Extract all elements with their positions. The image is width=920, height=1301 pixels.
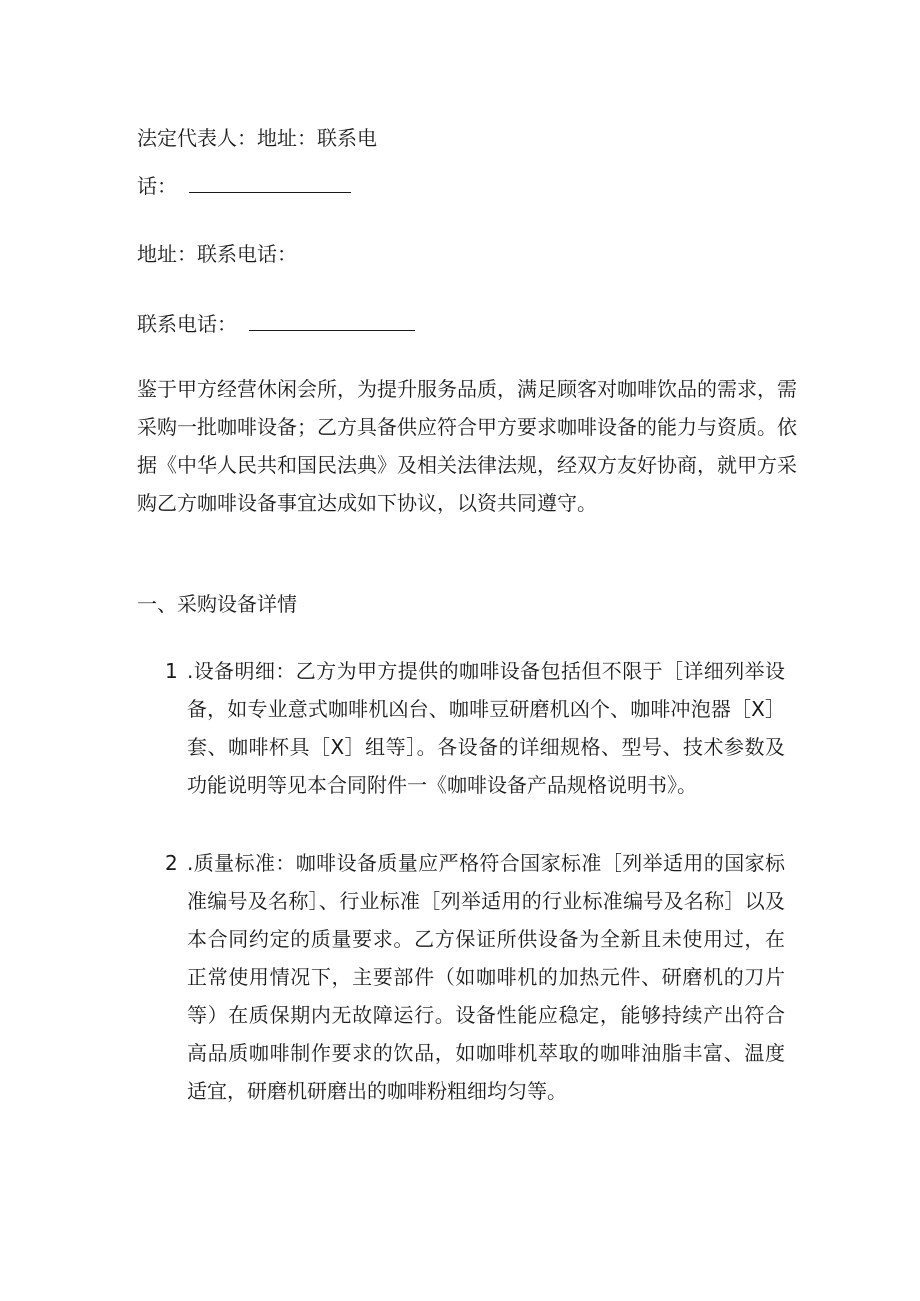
- contact-line-1: 法定代表人：地址：联系电: [137, 126, 377, 150]
- list-item-2: [165, 844, 785, 1110]
- intro-paragraph: 鉴于甲方经营休闲会所，为提升服务品质，满足顾客对咖啡饮品的需求，需采购一批咖啡设备；乙方具备供应符合甲方要求咖啡设备的能力与资质。依据《中华人民共和国民法典》及相关法律法规，经双方友好协商，就甲方采购乙方咖啡设备事宜达成如下协议，以资共同遵守。: [137, 377, 797, 515]
- contact-line-2-label: 话：: [137, 174, 177, 198]
- contact-line-3: 地址：联系电话：: [137, 242, 297, 266]
- blank-field: [189, 174, 351, 193]
- list-item-number: 1: [165, 659, 178, 683]
- list-item-1: [165, 652, 785, 804]
- blank-field: [249, 312, 415, 331]
- list-item-text: .质量标准：咖啡设备质量应严格符合国家标准［列举适用的国家标准编号及名称］、行业标准［列举适用的行业标准编号及名称］以及本合同约定的质量要求。乙方保证所供设备为全新且未使用过，在正常使用情况下，主要部件（如咖啡机的加热元件、研磨机的刀片等）在质保期内无故障运行。设备性能应稳定，能够持续产出符合高品质咖啡制作要求的饮品，如咖啡机萃取的咖啡油脂丰富、温度适宜，研磨机研磨出的咖啡粉粗细均匀等。: [187, 851, 785, 1103]
- list-item-text: .设备明细：乙方为甲方提供的咖啡设备包括但不限于［详细列举设备，如专业意式咖啡机凶台、咖啡豆研磨机凶个、咖啡冲泡器［X］套、咖啡杯具［X］组等］。各设备的详细规格、型号、技术参数及功能说明等见本合同附件一《咖啡设备产品规格说明书》。: [187, 659, 785, 797]
- list-item-number: 2: [165, 851, 178, 875]
- contact-line-4-label: 联系电话：: [137, 312, 237, 336]
- contact-line-4: [137, 310, 415, 338]
- section-1-heading: 一、采购设备详情: [137, 592, 297, 616]
- contact-line-2: [137, 172, 351, 200]
